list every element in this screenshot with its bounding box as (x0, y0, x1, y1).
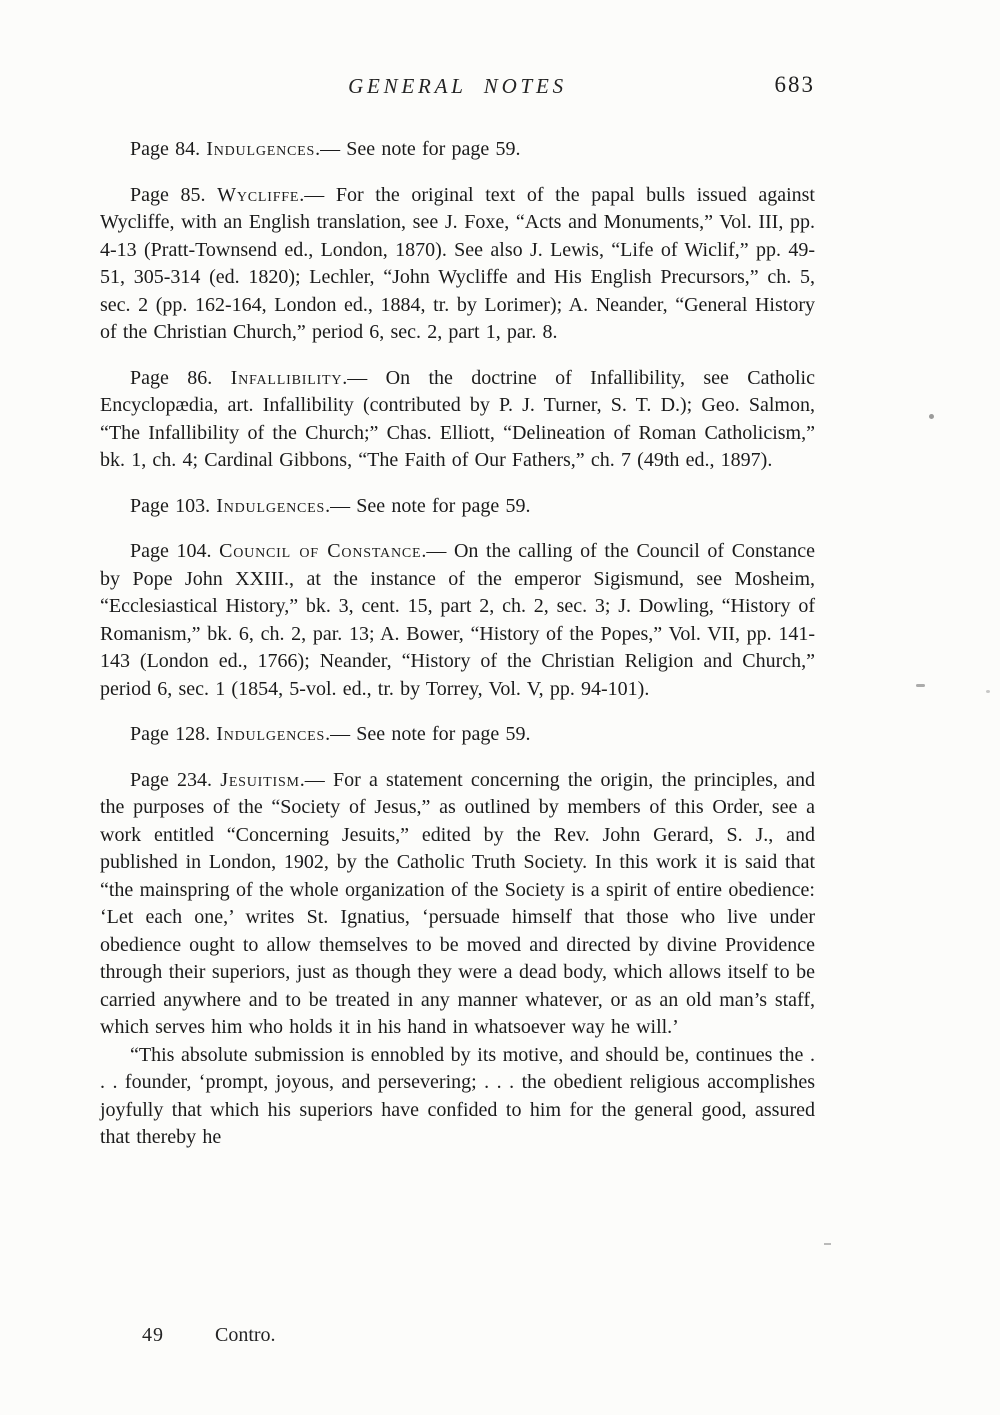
note-term: Infallibility (230, 366, 343, 389)
note-page-label: Page 103. (130, 494, 217, 517)
signature-title: Contro. (215, 1324, 276, 1346)
folio-number: 683 (774, 72, 815, 97)
note-paragraph (100, 182, 815, 347)
note-term: Council of Constance (219, 540, 422, 562)
note-paragraph (100, 365, 815, 475)
note-page-label: Page 128. (130, 723, 217, 745)
note-text: .— For a statement concerning the origin, the principles, and the purposes of the “Society of Jesus,” as outlined by members of this Order, see a work entitled “Concerning Jesuits,” edited by the Rev. John Gerard, S. J., and published in London, 1902, by the Catholic Truth Society. In this work it is said that “the mainspring of the whole organization of the Society is a spirit of entire obedience: ‘Let each one,’ writes St. Ignatius, ‘persuade himself that those who live under obedience ought to allow themselves to be moved and directed by divine Providence through their superiors, just as though they were a dead body, which allows itself to be carried anywhere and to be treated in any manner whatever, or as an old man’s staff, which serves him who holds it in his hand in whatsoever way he will.’ (100, 768, 815, 1038)
note-text: “This absolute submission is ennobled by its motive, and should be, continues the . . . founder, ‘prompt, joyous, and persevering; . . . the obedient religious accomplishes joyfully that which his superiors have confided to him for the general good, assured that thereby he (100, 1043, 815, 1148)
note-text: .— On the calling of the Council of Constance by Pope John XXIII., at the instance of the emperor Sigismund, see Mosheim, “Ecclesiastical History,” bk. 3, cent. 15, part 2, ch. 2, sec. 3; J. Dowling, “History of Romanism,” bk. 6, ch. 2, par. 13; A. Bower, “History of the Popes,” Vol. VII, pp. 141-143 (London ed., 1766); Neander, “History of the Christian Religion and Church,” period 6, sec. 1 (1854, 5-vol. ed., tr. by Torrey, Vol. V, pp. 94-101). (100, 540, 816, 700)
note-term: Indulgences (216, 494, 326, 517)
scan-artifact (824, 1243, 831, 1245)
scan-artifact (986, 690, 990, 693)
note-text: .— See note for page 59. (325, 723, 531, 745)
scan-artifact (916, 684, 925, 687)
signature-line (142, 1324, 276, 1347)
note-paragraph (100, 493, 815, 521)
note-page-label: Page 84. (130, 138, 207, 160)
note-page-label: Page 85. (130, 183, 218, 206)
note-text: .— See note for page 59. (315, 138, 521, 160)
note-text: .— On the doctrine of Infallibility, see Catholic Encyclopædia, art. Infallibility (contributed by P. J. Turner, S. T. D.); Geo. Salmon, “The Infallibility of the Church;” Chas. Elliott, “Delineation of Roman Catholicism,” bk. 1, ch. 4; Cardinal Gibbons, “The Faith of Our Fathers,” ch. 7 (49th ed., 1897). (100, 366, 815, 471)
note-term: Wycliffe (217, 183, 300, 206)
note-text: .— For the original text of the papal bulls issued against Wycliffe, with an English translation, see J. Foxe, “Acts and Monuments,” Vol. III, pp. 4-13 (Pratt-Townsend ed., London, 1870). See also J. Lewis, “Life of Wiclif,” pp. 49-51, 305-314 (ed. 1820); Lechler, “John Wycliffe and His English Precursors,” ch. 5, sec. 2 (pp. 162-164, London ed., 1884, tr. by Lorimer); A. Neander, “General History of the Christian Church,” period 6, sec. 2, part 1, par. 8. (100, 183, 815, 343)
note-paragraph (100, 767, 815, 1042)
note-text: .— See note for page 59. (325, 494, 531, 517)
note-page-label: Page 104. (130, 540, 220, 562)
note-term: Indulgences (206, 138, 316, 160)
note-page-label: Page 234. (130, 768, 221, 791)
signature-number: 49 (142, 1324, 164, 1346)
note-term: Jesuitism (220, 768, 300, 791)
note-paragraph (100, 538, 815, 703)
notes-body (100, 136, 815, 1152)
note-term: Indulgences (216, 723, 326, 745)
note-paragraph (100, 721, 815, 749)
scan-artifact (929, 414, 934, 419)
running-title: GENERAL NOTES (348, 74, 567, 98)
note-page-label: Page 86. (130, 366, 231, 389)
note-paragraph (100, 1042, 815, 1152)
running-head (100, 74, 815, 104)
note-paragraph (100, 136, 815, 164)
